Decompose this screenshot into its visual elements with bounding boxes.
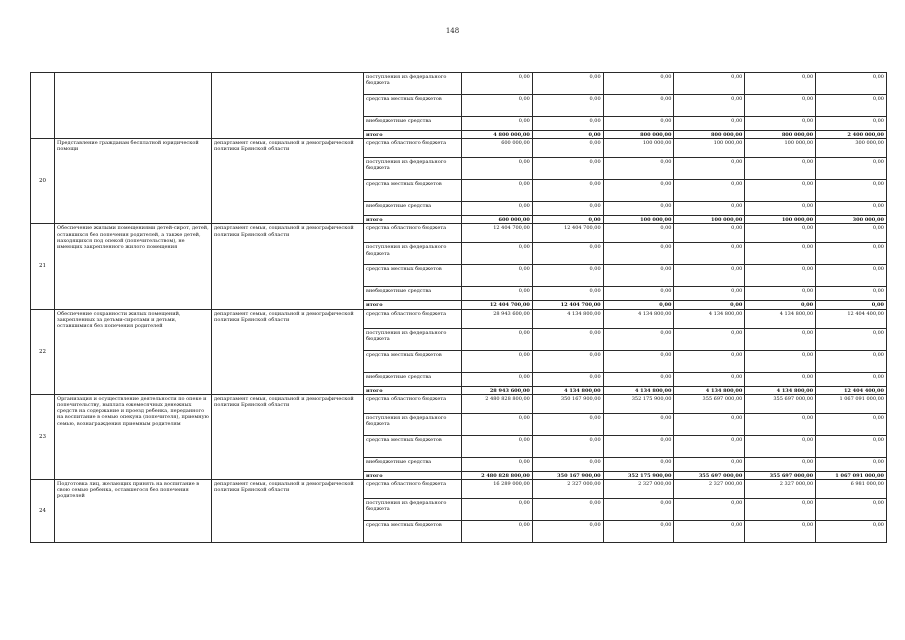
amount-cell: 0,00 <box>674 224 745 243</box>
amount-cell: 1 067 091 000,00 <box>816 471 887 479</box>
funding-source: итого <box>364 216 462 224</box>
item-responsible: департамент семьи, социальной и демографической политики Брянской области <box>212 139 364 224</box>
amount-cell: 4 134 800,00 <box>603 309 674 328</box>
funding-source: внебюджетные средства <box>364 372 462 386</box>
amount-cell: 0,00 <box>674 180 745 202</box>
amount-cell: 0,00 <box>745 265 816 287</box>
item-number: 21 <box>31 224 55 309</box>
amount-cell: 0,00 <box>674 95 745 117</box>
funding-source: средства местных бюджетов <box>364 180 462 202</box>
amount-cell: 800 000,00 <box>674 131 745 139</box>
amount-cell: 0,00 <box>462 435 533 457</box>
amount-cell: 2 480 828 800,00 <box>462 471 533 479</box>
amount-cell: 0,00 <box>674 328 745 350</box>
table-row <box>31 309 887 328</box>
item-number <box>31 73 55 139</box>
amount-cell: 28 943 600,00 <box>462 309 533 328</box>
item-name: Обеспечение жилыми помещениями детей-сирот, детей, оставшихся без попечения родителей, а также детей, находящихся под опекой (попечительством), не имеющих закрепленного жилого помещения <box>55 224 212 309</box>
amount-cell: 0,00 <box>816 287 887 301</box>
amount-cell: 350 167 900,00 <box>532 394 603 413</box>
amount-cell: 600 000,00 <box>462 139 533 158</box>
table-body <box>31 73 887 543</box>
funding-source: внебюджетные средства <box>364 117 462 131</box>
amount-cell: 6 981 000,00 <box>816 480 887 499</box>
amount-cell: 0,00 <box>532 117 603 131</box>
amount-cell: 0,00 <box>462 158 533 180</box>
amount-cell: 0,00 <box>816 350 887 372</box>
item-name: Подготовка лиц, желающих принять на воспитание в свою семью ребенка, оставшегося без попечения родителей <box>55 480 212 543</box>
amount-cell: 0,00 <box>745 457 816 471</box>
amount-cell: 0,00 <box>603 499 674 521</box>
amount-cell: 0,00 <box>603 287 674 301</box>
table-row <box>31 73 887 95</box>
amount-cell: 300 000,00 <box>816 139 887 158</box>
amount-cell: 0,00 <box>745 301 816 309</box>
funding-source: итого <box>364 301 462 309</box>
amount-cell: 0,00 <box>603 521 674 543</box>
amount-cell: 0,00 <box>816 435 887 457</box>
amount-cell: 4 134 800,00 <box>745 309 816 328</box>
funding-source: средства областного бюджета <box>364 394 462 413</box>
amount-cell: 100 000,00 <box>603 216 674 224</box>
amount-cell: 0,00 <box>745 372 816 386</box>
amount-cell: 0,00 <box>603 243 674 265</box>
amount-cell: 300 000,00 <box>816 216 887 224</box>
amount-cell: 0,00 <box>674 265 745 287</box>
item-responsible: департамент семьи, социальной и демографической политики Брянской области <box>212 224 364 309</box>
item-responsible: департамент семьи, социальной и демографической политики Брянской области <box>212 309 364 394</box>
amount-cell: 0,00 <box>462 413 533 435</box>
page-number: 148 <box>445 27 460 35</box>
amount-cell: 600 000,00 <box>462 216 533 224</box>
amount-cell: 0,00 <box>816 521 887 543</box>
amount-cell: 12 404 700,00 <box>532 224 603 243</box>
amount-cell: 0,00 <box>674 158 745 180</box>
amount-cell: 0,00 <box>532 499 603 521</box>
amount-cell: 0,00 <box>816 224 887 243</box>
table-row <box>31 224 887 243</box>
amount-cell: 100 000,00 <box>674 216 745 224</box>
budget-table <box>30 72 887 543</box>
amount-cell: 355 697 000,00 <box>745 394 816 413</box>
funding-source: средства областного бюджета <box>364 480 462 499</box>
amount-cell: 355 697 000,00 <box>745 471 816 479</box>
amount-cell: 0,00 <box>603 117 674 131</box>
funding-source: средства местных бюджетов <box>364 435 462 457</box>
item-responsible <box>212 73 364 139</box>
amount-cell: 0,00 <box>532 243 603 265</box>
amount-cell: 0,00 <box>745 243 816 265</box>
amount-cell: 4 134 800,00 <box>532 386 603 394</box>
funding-source: итого <box>364 131 462 139</box>
amount-cell: 0,00 <box>532 180 603 202</box>
item-name: Обеспечение сохранности жилых помещений, закрепленных за детьми-сиротами и детьми, оставшимися без попечения родителей <box>55 309 212 394</box>
amount-cell: 0,00 <box>674 372 745 386</box>
amount-cell: 0,00 <box>603 180 674 202</box>
amount-cell: 12 404 700,00 <box>532 301 603 309</box>
funding-source: средства областного бюджета <box>364 309 462 328</box>
amount-cell: 800 000,00 <box>603 131 674 139</box>
amount-cell: 0,00 <box>816 95 887 117</box>
amount-cell: 0,00 <box>462 521 533 543</box>
amount-cell: 0,00 <box>816 457 887 471</box>
amount-cell: 0,00 <box>462 202 533 216</box>
funding-source: итого <box>364 386 462 394</box>
funding-source: средства местных бюджетов <box>364 521 462 543</box>
amount-cell: 0,00 <box>532 216 603 224</box>
item-name: Организация и осуществление деятельности по опеке и попечительству, выплата ежемесячных денежных средств на содержание и проезд ребенка, переданного на воспитание в семью опекуна (попечителя), приемную семью, вознаграждения приемным родителям <box>55 394 212 479</box>
amount-cell: 0,00 <box>745 328 816 350</box>
amount-cell: 0,00 <box>745 413 816 435</box>
amount-cell: 0,00 <box>532 435 603 457</box>
amount-cell: 0,00 <box>462 243 533 265</box>
amount-cell: 0,00 <box>745 95 816 117</box>
amount-cell: 0,00 <box>816 158 887 180</box>
amount-cell: 0,00 <box>462 499 533 521</box>
amount-cell: 0,00 <box>532 372 603 386</box>
amount-cell: 4 134 800,00 <box>674 386 745 394</box>
amount-cell: 28 943 600,00 <box>462 386 533 394</box>
amount-cell: 352 175 900,00 <box>603 471 674 479</box>
amount-cell: 0,00 <box>745 287 816 301</box>
amount-cell: 0,00 <box>674 73 745 95</box>
funding-source: средства местных бюджетов <box>364 350 462 372</box>
amount-cell: 0,00 <box>462 95 533 117</box>
amount-cell: 0,00 <box>674 350 745 372</box>
amount-cell: 0,00 <box>603 73 674 95</box>
funding-source: поступления из федерального бюджета <box>364 328 462 350</box>
funding-source: средства областного бюджета <box>364 139 462 158</box>
amount-cell: 0,00 <box>745 499 816 521</box>
amount-cell: 0,00 <box>462 265 533 287</box>
funding-source: средства областного бюджета <box>364 224 462 243</box>
amount-cell: 0,00 <box>532 139 603 158</box>
amount-cell: 0,00 <box>816 328 887 350</box>
amount-cell: 0,00 <box>745 73 816 95</box>
amount-cell: 0,00 <box>603 350 674 372</box>
amount-cell: 0,00 <box>532 265 603 287</box>
amount-cell: 100 000,00 <box>745 216 816 224</box>
amount-cell: 2 400 000,00 <box>816 131 887 139</box>
amount-cell: 0,00 <box>532 521 603 543</box>
amount-cell: 0,00 <box>745 435 816 457</box>
amount-cell: 16 289 000,00 <box>462 480 533 499</box>
amount-cell: 0,00 <box>532 158 603 180</box>
item-name <box>55 73 212 139</box>
amount-cell: 0,00 <box>816 202 887 216</box>
amount-cell: 0,00 <box>745 180 816 202</box>
amount-cell: 0,00 <box>674 202 745 216</box>
amount-cell: 0,00 <box>745 158 816 180</box>
amount-cell: 0,00 <box>603 95 674 117</box>
amount-cell: 800 000,00 <box>745 131 816 139</box>
amount-cell: 0,00 <box>462 287 533 301</box>
item-number: 24 <box>31 480 55 543</box>
funding-source: поступления из федерального бюджета <box>364 243 462 265</box>
amount-cell: 0,00 <box>816 243 887 265</box>
amount-cell: 0,00 <box>674 287 745 301</box>
funding-source: средства местных бюджетов <box>364 95 462 117</box>
amount-cell: 0,00 <box>532 202 603 216</box>
amount-cell: 0,00 <box>532 73 603 95</box>
amount-cell: 0,00 <box>462 350 533 372</box>
amount-cell: 0,00 <box>816 265 887 287</box>
amount-cell: 0,00 <box>532 457 603 471</box>
amount-cell: 0,00 <box>532 328 603 350</box>
amount-cell: 0,00 <box>603 224 674 243</box>
amount-cell: 12 404 700,00 <box>462 224 533 243</box>
amount-cell: 0,00 <box>603 457 674 471</box>
amount-cell: 0,00 <box>816 372 887 386</box>
amount-cell: 355 697 000,00 <box>674 471 745 479</box>
amount-cell: 0,00 <box>462 372 533 386</box>
amount-cell: 12 404 400,00 <box>816 386 887 394</box>
amount-cell: 0,00 <box>816 413 887 435</box>
amount-cell: 0,00 <box>674 117 745 131</box>
item-number: 20 <box>31 139 55 224</box>
amount-cell: 0,00 <box>532 95 603 117</box>
amount-cell: 0,00 <box>816 117 887 131</box>
amount-cell: 100 000,00 <box>674 139 745 158</box>
amount-cell: 355 697 000,00 <box>674 394 745 413</box>
amount-cell: 0,00 <box>674 413 745 435</box>
funding-source: средства местных бюджетов <box>364 265 462 287</box>
funding-source: итого <box>364 471 462 479</box>
amount-cell: 0,00 <box>462 180 533 202</box>
amount-cell: 0,00 <box>674 457 745 471</box>
amount-cell: 0,00 <box>462 117 533 131</box>
funding-source: поступления из федерального бюджета <box>364 158 462 180</box>
amount-cell: 0,00 <box>532 287 603 301</box>
amount-cell: 0,00 <box>674 243 745 265</box>
funding-source: внебюджетные средства <box>364 287 462 301</box>
amount-cell: 0,00 <box>745 350 816 372</box>
amount-cell: 0,00 <box>745 224 816 243</box>
funding-source: поступления из федерального бюджета <box>364 413 462 435</box>
amount-cell: 2 480 828 800,00 <box>462 394 533 413</box>
amount-cell: 0,00 <box>603 202 674 216</box>
funding-source: поступления из федерального бюджета <box>364 499 462 521</box>
item-number: 23 <box>31 394 55 479</box>
amount-cell: 4 134 800,00 <box>745 386 816 394</box>
amount-cell: 0,00 <box>816 180 887 202</box>
amount-cell: 100 000,00 <box>745 139 816 158</box>
amount-cell: 4 134 800,00 <box>603 386 674 394</box>
amount-cell: 100 000,00 <box>603 139 674 158</box>
amount-cell: 4 800 000,00 <box>462 131 533 139</box>
amount-cell: 0,00 <box>745 117 816 131</box>
item-name: Представление гражданам бесплатной юридической помощи <box>55 139 212 224</box>
amount-cell: 0,00 <box>816 73 887 95</box>
amount-cell: 0,00 <box>674 499 745 521</box>
amount-cell: 12 404 700,00 <box>462 301 533 309</box>
amount-cell: 12 404 400,00 <box>816 309 887 328</box>
amount-cell: 0,00 <box>462 328 533 350</box>
amount-cell: 0,00 <box>532 350 603 372</box>
amount-cell: 0,00 <box>603 435 674 457</box>
amount-cell: 0,00 <box>674 521 745 543</box>
amount-cell: 0,00 <box>816 499 887 521</box>
funding-source: внебюджетные средства <box>364 202 462 216</box>
amount-cell: 350 167 900,00 <box>532 471 603 479</box>
amount-cell: 0,00 <box>603 372 674 386</box>
amount-cell: 2 327 000,00 <box>674 480 745 499</box>
table-row <box>31 480 887 499</box>
amount-cell: 0,00 <box>674 301 745 309</box>
amount-cell: 4 134 800,00 <box>532 309 603 328</box>
funding-source: внебюджетные средства <box>364 457 462 471</box>
amount-cell: 4 134 800,00 <box>674 309 745 328</box>
amount-cell: 0,00 <box>603 158 674 180</box>
amount-cell: 1 067 091 000,00 <box>816 394 887 413</box>
amount-cell: 2 327 000,00 <box>532 480 603 499</box>
item-responsible: департамент семьи, социальной и демографической политики Брянской области <box>212 480 364 543</box>
item-responsible: департамент семьи, социальной и демографической политики Брянской области <box>212 394 364 479</box>
amount-cell: 2 327 000,00 <box>745 480 816 499</box>
amount-cell: 0,00 <box>462 73 533 95</box>
amount-cell: 0,00 <box>603 328 674 350</box>
table-row <box>31 139 887 158</box>
amount-cell: 0,00 <box>674 435 745 457</box>
amount-cell: 0,00 <box>603 301 674 309</box>
amount-cell: 2 327 000,00 <box>603 480 674 499</box>
amount-cell: 352 175 900,00 <box>603 394 674 413</box>
item-number: 22 <box>31 309 55 394</box>
amount-cell: 0,00 <box>816 301 887 309</box>
funding-source: поступления из федерального бюджета <box>364 73 462 95</box>
table-row <box>31 394 887 413</box>
amount-cell: 0,00 <box>603 413 674 435</box>
amount-cell: 0,00 <box>603 265 674 287</box>
amount-cell: 0,00 <box>745 521 816 543</box>
amount-cell: 0,00 <box>745 202 816 216</box>
amount-cell: 0,00 <box>532 413 603 435</box>
amount-cell: 0,00 <box>532 131 603 139</box>
amount-cell: 0,00 <box>462 457 533 471</box>
